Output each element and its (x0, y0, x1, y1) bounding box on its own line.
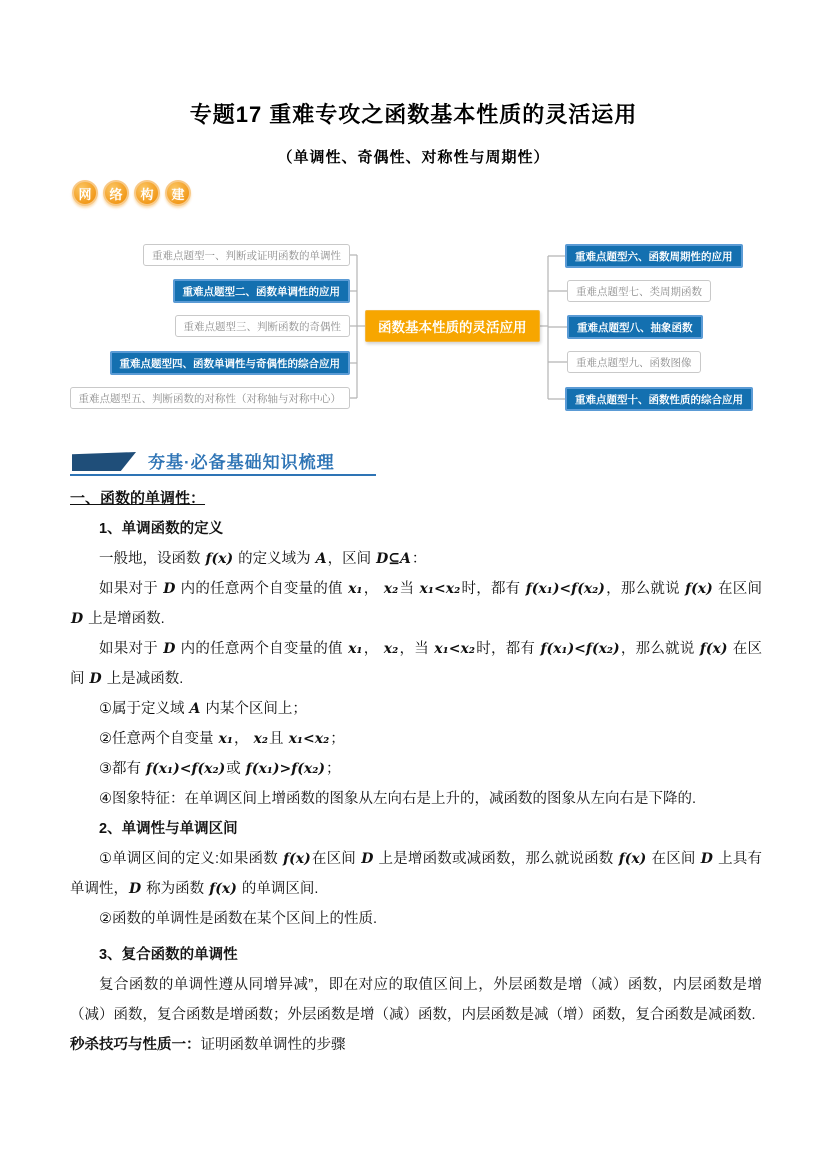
mindmap-node-type2: 重难点题型二、函数单调性的应用 (173, 279, 351, 303)
mindmap-node-type8: 重难点题型八、抽象函数 (567, 315, 703, 339)
mindmap-node-type6: 重难点题型六、函数周期性的应用 (565, 244, 743, 268)
tip-line: 秒杀技巧与性质一：证明函数单调性的步骤 (70, 1037, 346, 1053)
list-item-2: ②任意两个自变量 x₁， x₂且 x₁<x₂； (99, 731, 345, 747)
section-swoosh-icon (72, 452, 138, 471)
mindmap-node-type7: 重难点题型七、类周期函数 (567, 280, 711, 302)
paragraph-interval-note: ②函数的单调性是函数在某个区间上的性质. (99, 911, 378, 927)
paragraph-interval-def: ①单调区间的定义:如果函数 f(x)在区间 D 上是增函数或减函数，那么就说函数 f(x) 在区间 D 上具有单调性，D 称为函数 f(x) 的单调区间. (70, 851, 763, 897)
math-expression: D (163, 581, 176, 597)
section-underline (70, 474, 376, 476)
mindmap-node-type3: 重难点题型三、判断函数的奇偶性 (175, 315, 351, 337)
math-expression: f(x) (618, 851, 647, 867)
math-expression: x₁<x₂ (434, 641, 475, 657)
section-title: 夯基·必备基础知识梳理 (148, 453, 335, 472)
math-expression: D (700, 851, 713, 867)
math-expression: D (71, 611, 84, 627)
math-expression: f(x₁)<f(x₂) (525, 581, 605, 597)
paragraph-decreasing: 如果对于 D 内的任意两个自变量的值 x₁， x₂，当 x₁<x₂时，都有 f(x₁)<f(x₂)，那么就说 f(x) 在区间 D 上是减函数. (70, 641, 763, 687)
math-expression: D (163, 641, 176, 657)
list-item-4: ④图象特征：在单调区间上增函数的图象从左向右是上升的，减函数的图象从左向右是下降的. (99, 791, 697, 807)
page-subtitle: （单调性、奇偶性、对称性与周期性） (277, 149, 550, 166)
math-expression: x₂ (253, 731, 269, 747)
heading-monotonicity: 一、函数的单调性： (70, 490, 206, 507)
list-item-3: ③都有 f(x₁)<f(x₂)或 f(x₁)>f(x₂)； (99, 761, 341, 777)
math-expression: A (315, 551, 327, 567)
bold-label: 秒杀技巧与性质一： (70, 1037, 201, 1053)
math-expression: x₂ (383, 581, 399, 597)
math-expression: D⊆A (376, 551, 411, 567)
body-content (70, 484, 762, 1060)
mindmap-node-type10: 重难点题型十、函数性质的综合应用 (565, 387, 753, 411)
math-expression: D (89, 671, 102, 687)
math-expression: f(x) (685, 581, 713, 597)
paragraph-composite: 复合函数的单调性遵从同增异减”，即在对应的取值区间上，外层函数是增（减）函数，内层函数是增（减）函数，复合函数是增函数；外层函数是增（减）函数，内层函数是减（增）函数，复合函数是减函数. (70, 977, 762, 1023)
math-expression: x₁<x₂ (288, 731, 330, 747)
mindmap-node-type5: 重难点题型五、判断函数的对称性（对称轴与对称中心） (70, 387, 351, 409)
math-expression: f(x₁)>f(x₂) (245, 761, 326, 777)
math-expression: f(x₁)<f(x₂) (146, 761, 226, 777)
math-expression: f(x) (283, 851, 311, 867)
math-expression: A (189, 701, 201, 717)
mindmap-center-node: 函数基本性质的灵活应用 (365, 310, 540, 342)
mindmap-node-type1: 重难点题型一、判断或证明函数的单调性 (143, 244, 350, 266)
list-item-1: ①属于定义域 A 内某个区间上； (99, 701, 307, 717)
badge-coin-icon: 建 (165, 180, 191, 206)
math-expression: x₂ (383, 641, 399, 657)
paragraph-increasing: 如果对于 D 内的任意两个自变量的值 x₁， x₂当 x₁<x₂时，都有 f(x₁)<f(x₂)，那么就说 f(x) 在区间 D 上是增函数. (71, 581, 763, 627)
mindmap-node-type9: 重难点题型九、函数图像 (567, 351, 701, 373)
mindmap-node-type4: 重难点题型四、函数单调性与奇偶性的综合应用 (110, 351, 351, 375)
badge-coin-icon: 络 (103, 180, 129, 206)
mindmap-diagram (0, 230, 827, 425)
badge-coin-icon: 网 (72, 180, 98, 206)
paragraph-definition: 一般地，设函数 f(x) 的定义域为 A，区间 D⊆A： (99, 551, 427, 567)
math-expression: x₁ (218, 731, 234, 747)
math-expression: f(x) (209, 881, 237, 897)
heading-composite: 3、复合函数的单调性 (99, 947, 238, 963)
math-expression: f(x) (699, 641, 728, 657)
math-expression: f(x) (205, 551, 234, 567)
math-expression: x₁ (348, 641, 363, 657)
math-expression: D (129, 881, 142, 897)
math-expression: x₁<x₂ (419, 581, 461, 597)
heading-monotone-interval: 2、单调性与单调区间 (99, 821, 238, 837)
heading-definition: 1、单调函数的定义 (99, 521, 224, 537)
badge-coin-icon: 构 (134, 180, 160, 206)
math-expression: D (361, 851, 374, 867)
network-construction-badge (72, 180, 191, 206)
math-expression: f(x₁)<f(x₂) (540, 641, 620, 657)
math-expression: x₁ (348, 581, 363, 597)
page-title: 专题17 重难专攻之函数基本性质的灵活运用 (189, 102, 638, 127)
